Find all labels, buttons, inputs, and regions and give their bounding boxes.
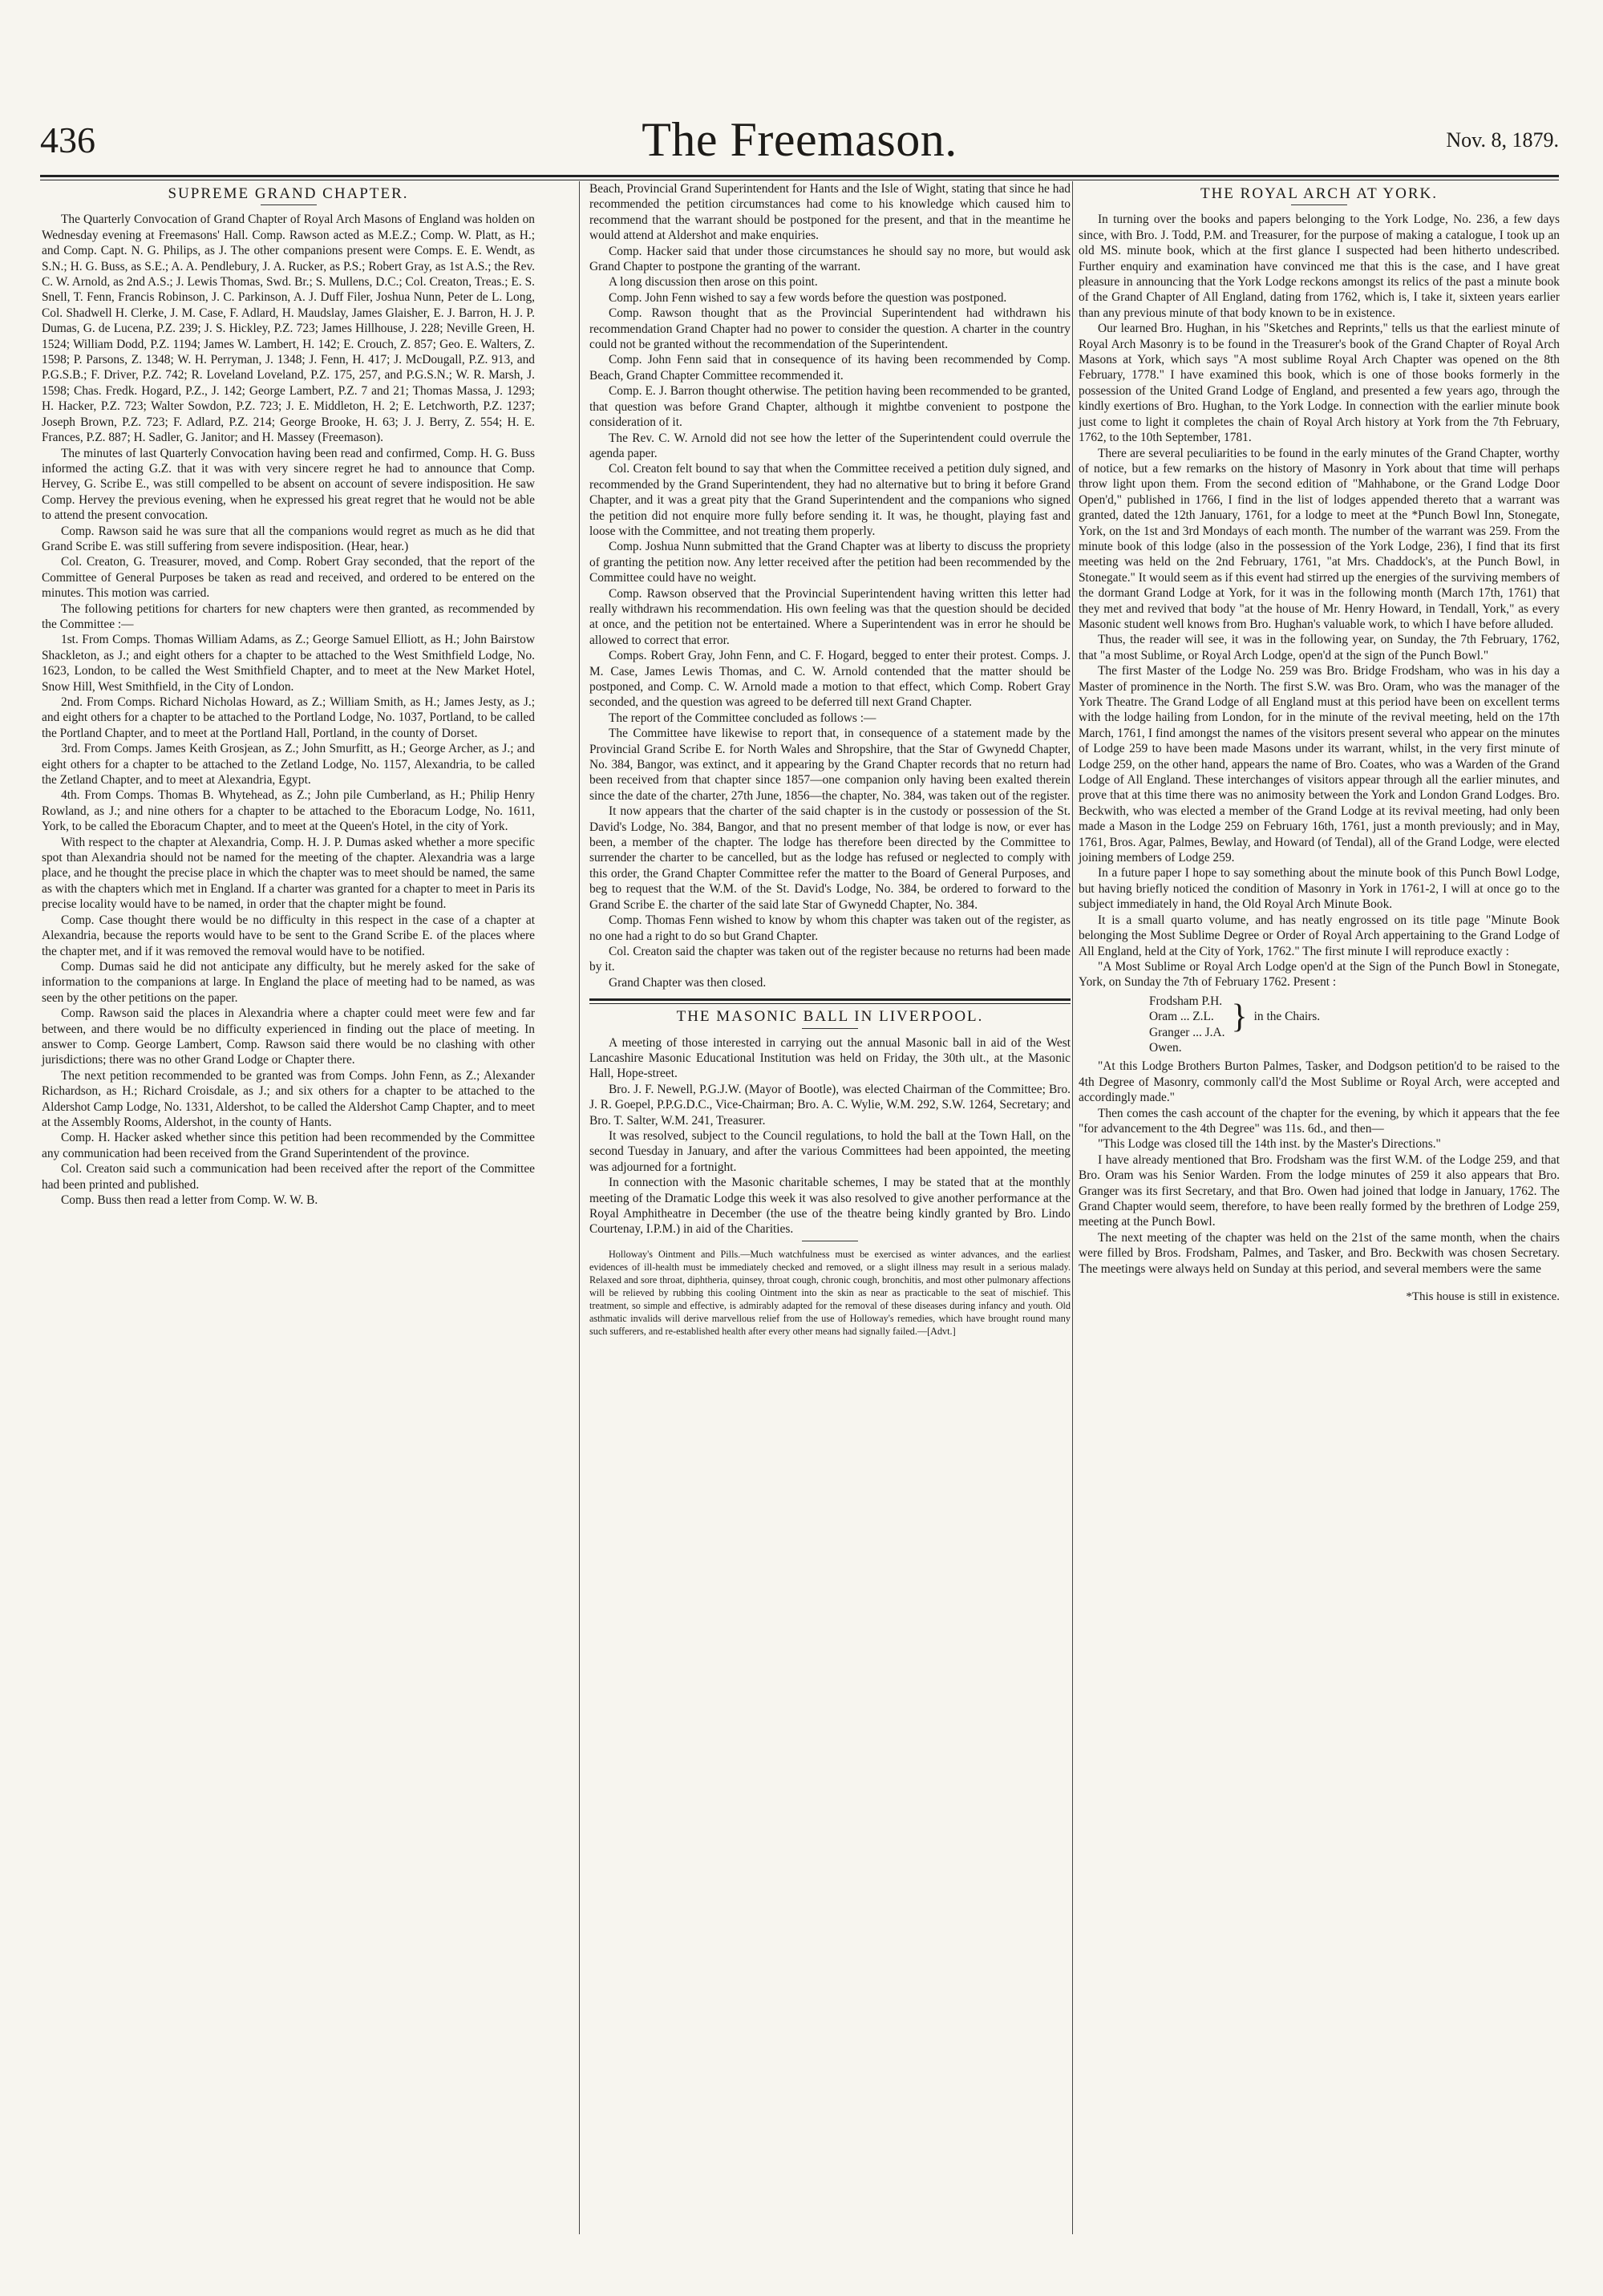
- article-paragraph: Comp. Rawson observed that the Provincial Superintendent having written this letter had really withdrawn his recommendation. His own feeling was that the question should be decided at once, and the petition not be entertained. Where a Superintendent was in error he should be allowed to correct that error.: [589, 586, 1071, 647]
- article-heading-royal-arch-york: THE ROYAL ARCH AT YORK.: [1200, 185, 1438, 202]
- masthead: [40, 112, 1559, 176]
- article-paragraph: With respect to the chapter at Alexandria, Comp. H. J. P. Dumas asked whether a more specific spot than Alexandria should not be named for the meeting of the chapter. Alexandria was a large place, and he thought the precise place in which the chapter was to meet should be named, the same as with the chapters which met in England. If a charter was granted for a chapter to meet in Paris its precise locality would have to be named, in order that the chapter might be found.: [42, 835, 535, 912]
- article-paragraph: The next petition recommended to be granted was from Comps. John Fenn, as Z.; Alexander Richardson, as H.; Richard Croisdale, as J.; and six others for a chapter to be attached to the Aldershot Camp Lodge, No. 1331, Aldershot, to be called the Aldershot Camp Chapter, and to meet at the Assembly Rooms, Aldershot, in the county of Hants.: [42, 1068, 535, 1129]
- article-heading-supreme-grand-chapter: SUPREME GRAND CHAPTER.: [168, 185, 409, 202]
- article-paragraph: Col. Creaton, G. Treasurer, moved, and Comp. Robert Gray seconded, that the report of the Committee of General Purposes be taken as read and received, and ordered to be entered on the minutes. This motion was carried.: [42, 555, 535, 601]
- article-paragraph: Comp. Dumas said he did not anticipate any difficulty, but he merely asked for the sake of information to the companions at large. In England the place of meeting had to be named, as was seen by the other petitions on the paper.: [42, 959, 535, 1005]
- article-paragraph: The minutes of last Quarterly Convocation having been read and confirmed, Comp. H. G. Buss informed the acting G.Z. that it was with very sincere regret he had to announce that Comp. Hervey, G. Scribe E., was still compelled to be absent on account of severe indisposition. He saw Comp. Hervey the previous evening, when he expressed his great regret that he would not be able to attend the present convocation.: [42, 446, 535, 523]
- article-paragraph: Comp. Buss then read a letter from Comp. W. W. B.: [61, 1193, 318, 1207]
- heading-underline: [802, 1028, 858, 1029]
- article-paragraph: I have already mentioned that Bro. Frodsham was the first W.M. of the Lodge 259, and that Bro. Oram was his Senior Warden. From the lodge minutes of 259 it also appears that Bro. Granger was its first Secretary, and that Bro. Owen had joined that lodge in January, 1762. The Grand Chapter would seem, therefore, to have been really formed by the brethren of Lodge 259, meeting at the Punch Bowl.: [1079, 1152, 1560, 1229]
- article-paragraph: A long discussion then arose on this point.: [609, 275, 818, 290]
- issue-date: Nov. 8, 1879.: [1446, 128, 1559, 152]
- officer-owen: Owen.: [1149, 1040, 1182, 1055]
- article-paragraph: Col. Creaton said such a communication had been received after the report of the Committee had been printed and published.: [42, 1162, 535, 1192]
- article-paragraph: Comp. Case thought there would be no difficulty in this respect in the case of a chapter at Alexandria, because the reports would have to be sent to the Grand Scribe E. of the places where the chapter met, and if it was removed the removal would have to be notified.: [42, 913, 535, 958]
- article-paragraph: 1st. From Comps. Thomas William Adams, as Z.; George Samuel Elliott, as H.; John Bairstow Shackleton, as J.; and eight others for a chapter to be attached to the West Smithfield Lodge, No. 1623, London, to be called the West Smithfield Chapter, and to meet at the New Market Hotel, Snow Hill, West Smithfield, in the City of London.: [42, 633, 535, 694]
- article-paragraph: The Quarterly Convocation of Grand Chapter of Royal Arch Masons of England was holden on Wednesday evening at Freemasons' Hall. Comp. Rawson acted as M.E.Z.; Comp. W. Platt, as H.; and Comp. Capt. N. G. Philips, as J. The other companions present were Comps. E. E. Wendt, as S.N.; H. G. Buss, as S.E.; A. A. Pendlebury, J. A. Rucker, as P.S.; Robert Gray, as 1st A.S.; the Rev. C. W. Arnold, as 2nd A.S.; J. Lewis Thomas, Swd. Br.; S. Mullens, D.C.; Col. Creaton, Treas.; E. S. Snell, T. Fenn, Francis Robinson, J. C. Parkinson, A. J. Duff Filer, Joshua Nunn, Peter de L. Long, Col. Shadwell H. Clerke, J. M. Case, F. Adlard, H. Maudslay, James Glaisher, E. J. Barron, H. J. P. Dumas, G. de Lucena, P.Z. 239; J. S. Hickley, P.Z. 723; James Hillhouse, J. 228; Neville Green, H. 1524; William Dodd, P.Z. 1194; James W. Lambert, H. 142; E. Crouch, Z. 857; Geo. E. Walters, Z. 1598; P. Parsons, Z. 1348; W. H. Perryman, J. 1348; J. Fenn, H. 417; J. McDougall, P.Z. 913, and P.G.S.B.; F. Driver, P.Z. 742; R. Loveland Loveland, P.Z. 175, 257, and P.G.S.N.; W. R. Marsh, J. 1598; Chas. Fredk. Hogard, P.Z., J. 142; George Lambert, P.Z. 7 and 21; Thomas Massa, J. 1293; H. Hacker, P.Z. 723; Walter Sowdon, P.Z. 723; J. E. Middleton, H. 2; E. Letchworth, P.Z. 1237; Joseph Brown, P.Z. 723; F. Adlard, P.Z. 214; George Brooke, H. 63; J. J. Berry, Z. 554; H. E. Frances, P.Z. 887; H. Sadler, G. Janitor; and H. Massey (Freemason).: [42, 213, 535, 445]
- column-1: [42, 181, 535, 1208]
- article-paragraph: Comp. E. J. Barron thought otherwise. The petition having been recommended to be granted, that question was before Grand Chapter, although it mightbe convenient to postpone the consideration of it.: [589, 384, 1071, 430]
- article-paragraph: It was resolved, subject to the Council regulations, to hold the ball at the Town Hall, on the second Tuesday in January, and after the various Committees had been appointed, the meeting was adjourned for a fortnight.: [589, 1128, 1071, 1174]
- article-paragraph: Col. Creaton felt bound to say that when the Committee received a petition duly signed, and recommended by the Grand Superintendent, they had no alternative but to bring it before Grand Chapter, and it was a great pity that the Grand Superintendent and the companions who signed the petition did not enquire more fully before sending it. It was, he thought, playing fast and loose with the Committee, and not treating them properly.: [589, 462, 1071, 538]
- article-paragraph: "This Lodge was closed till the 14th inst. by the Master's Directions.": [1098, 1137, 1441, 1152]
- officer-granger: Granger ... J.A.: [1149, 1025, 1225, 1039]
- chairs-list: [1149, 994, 1560, 1056]
- column-2: [589, 181, 1071, 1338]
- article-paragraph: It now appears that the charter of the said chapter is in the custody or possession of the St. David's Lodge, No. 384, Bangor, and that no present member of that lodge is now, or ever has been, a member of the chapter. The lodge has therefore been directed by the Committee to surrender the charter to be cancelled, but as the lodge has refused or neglected to comply with this order, the Grand Chapter Committee refer the matter to the Board of General Purposes, and beg to request that the W.M. of the St. David's Lodge, No. 384, be ordered to forward to the Grand Scribe E. the charter of the said late Star of Gwynedd Chapter, No. 384.: [589, 804, 1071, 912]
- footnote: *This house is still in existence.: [1406, 1290, 1560, 1304]
- heading-underline: [261, 204, 317, 205]
- advertisement: Holloway's Ointment and Pills.—Much watchfulness must be exercised as winter advances, and the earliest evidences of ill-health must be immediately checked and removed, or a slight illness may result in a serious malady. Relaxed and sore throat, diphtheria, quinsey, throat cough, chronic cough, bronchitis, and most other pulmonary affections will be relieved by rubbing this cooling Ointment into the skin as near as practicable to the seat of mischief. This treatment, so simple and effective, is admirably adapted for the removal of these diseases during infancy and youth. Old asthmatic invalids will derive marvellous relief from the use of Holloway's remedies, which have brought round many such sufferers, and re-established health after every other means had signally failed.—[Advt.]: [589, 1248, 1071, 1337]
- article-paragraph: The Rev. C. W. Arnold did not see how the letter of the Superintendent could overrule the agenda paper.: [589, 431, 1071, 460]
- article-paragraph: Comp. Joshua Nunn submitted that the Grand Chapter was at liberty to discuss the propriety of granting the petition now. Any letter received after the petition had been recommended by the Committee could have no weight.: [589, 540, 1071, 585]
- article-paragraph: Comp. Rawson thought that as the Provincial Superintendent had withdrawn his recommendation Grand Chapter had no power to consider the question. A charter in the country could not be granted without the recommendation of the Superintendent.: [589, 306, 1071, 352]
- article-paragraph: There are several peculiarities to be found in the early minutes of the Grand Chapter, worthy of notice, but a few remarks on the history of Masonry in York about that time will perhaps throw light upon them. From the second edition of "Mahhabone, or the Grand Lodge Door Open'd," published in 1766, I find in the list of lodges appended thereto that a warrant was granted, dated the 12th January, 1761, for a lodge to meet at the *Punch Bowl Inn, Stonegate, York, on the 1st and 3rd Mondays of each month. The number of the warrant was 259. From the minute book of this lodge (also in the possession of the York Lodge, 236), I find that its first meeting was held on the 2nd February, 1761, "at Mrs. Chaddock's, at the Punch Bowl, in Stonegate." It would seem as if this event had stirred up the energies of the surviving members of the dormant Grand Lodge at York, for it was in the following month (March 17th, 1761) that they met and revived that body "at the house of Mr. Henry Howard, in Tendall, York," as every Masonic student well knows from Bro. Hughan's valuable work, to which I have before alluded.: [1079, 446, 1560, 631]
- article-paragraph: In a future paper I hope to say something about the minute book of this Punch Bowl Lodge, but having briefly noticed the condition of Masonry in York in 1761-2, I will at once go to the subject immediately in hand, the Old Royal Arch Minute Book.: [1079, 866, 1560, 912]
- article-paragraph: It is a small quarto volume, and has neatly engrossed on its title page "Minute Book belonging the Most Sublime Degree or Order of Royal Arch appertaining to the Grand Lodge of All England, held at the City of York, 1762." The first minute I will reproduce exactly :: [1079, 913, 1560, 958]
- article-paragraph: The following petitions for charters for new chapters were then granted, as recommended by the Committee :—: [42, 601, 535, 631]
- article-paragraph: 3rd. From Comps. James Keith Grosjean, as Z.; John Smurfitt, as H.; George Archer, as J.; and eight others for a chapter to be attached to the Zetland Lodge, No. 1157, Alexandria, to be called the Zetland Chapter, and to meet at Alexandria, Egypt.: [42, 742, 535, 788]
- article-paragraph: 4th. From Comps. Thomas B. Whytehead, as Z.; John pile Cumberland, as H.; Philip Henry Rowland, as J.; and nine others for a chapter to be attached to the Eboracum Lodge, No. 1611, York, to be called the Eboracum Chapter, and to meet at the Queen's Hotel, in the city of York.: [42, 788, 535, 834]
- article-paragraph: A meeting of those interested in carrying out the annual Masonic ball in aid of the West Lancashire Masonic Educational Institution was held on Friday, the 30th ult., at the Masonic Hall, Hope-street.: [589, 1035, 1071, 1081]
- newspaper-title: The Freemason.: [642, 113, 957, 166]
- article-paragraph: Our learned Bro. Hughan, in his "Sketches and Reprints," tells us that the earliest minute of Royal Arch Masonry is to be found in the Treasurer's book of the Grand Chapter of Royal Arch Masons at York, which says "A most sublime Royal Arch Chapter was opened on the 8th February, 1778." I have examined this book, which is one of those books formerly in the possession of the United Grand Lodge of England, and presented a few years ago, through the kindly exertions of Bro. Hughan, to the York Lodge. In connection with the earlier minute book just come to light it completes the chain of Royal Arch history at York from the 7th February, 1762, to the 10th September, 1781.: [1079, 322, 1560, 445]
- article-paragraph: Comp. John Fenn said that in consequence of its having been recommended by Comp. Beach, Grand Chapter Committee recommended it.: [589, 353, 1071, 383]
- article-paragraph: Comp. Thomas Fenn wished to know by whom this chapter was taken out of the register, as no one had a right to do so but Grand Chapter.: [589, 913, 1071, 943]
- brace-symbol: }: [1231, 998, 1248, 1035]
- article-paragraph: 2nd. From Comps. Richard Nicholas Howard, as Z.; William Smith, as H.; James Jesty, as J.; and eight others for a chapter to be attached to the Portland Lodge, No. 1037, Portland, to be called the Portland Chapter, and to meet at the Portland Hall, Portland, in the county of Dorset.: [42, 695, 535, 740]
- article-paragraph: "At this Lodge Brothers Burton Palmes, Tasker, and Dodgson petition'd to be raised to the 4th Degree of Masonry, commonly call'd the Most Sublime or Royal Arch, were accepted and accordingly made.": [1079, 1059, 1560, 1105]
- article-paragraph: Comp. Hacker said that under those circumstances he should say no more, but would ask Grand Chapter to postpone the granting of the warrant.: [589, 244, 1071, 274]
- column-divider-2: [1072, 181, 1073, 2234]
- article-paragraph: The report of the Committee concluded as follows :—: [609, 711, 876, 725]
- article-paragraph: The next meeting of the chapter was held on the 21st of the same month, when the chairs were filled by Bros. Frodsham, Palmes, and Tasker, and Bro. Beckwith was chosen Secretary. The meetings were always held on Sunday at this period, and several members were the same: [1079, 1230, 1560, 1276]
- article-paragraph: Then comes the cash account of the chapter for the evening, by which it appears that the fee "for advancement to the 4th Degree" was 11s. 6d., and then—: [1079, 1106, 1560, 1136]
- article-paragraph: Comp. H. Hacker asked whether since this petition had been recommended by the Committee any communication had been received from the Grand Superintendent of the province.: [42, 1131, 535, 1160]
- heading-underline: [1291, 204, 1347, 205]
- article-paragraph: Comp. Rawson said he was sure that all the companions would regret as much as he did that Grand Scribe E. was still suffering from severe indisposition. (Hear, hear.): [42, 524, 535, 553]
- article-paragraph: In turning over the books and papers belonging to the York Lodge, No. 236, a few days since, with Bro. J. Todd, P.M. and Treasurer, for the purpose of making a catalogue, I took up an old MS. minute book, which at the first glance I suspected had been hitherto undescribed. Further enquiry and examination have convinced me that this is the case, and I have great pleasure in announcing that the York Lodge reckons amongst its relics of the past a minute book of the Grand Chapter of All England, dating from 1762, which is, I take it, sixteen years earlier than any previous minute of that body known to be in existence.: [1079, 213, 1560, 320]
- article-paragraph: Comp. John Fenn wished to say a few words before the question was postponed.: [609, 290, 1007, 305]
- officer-oram: Oram ... Z.L.: [1149, 1010, 1214, 1024]
- article-heading-masonic-ball: THE MASONIC BALL IN LIVERPOOL.: [676, 1008, 984, 1026]
- article-paragraph: Col. Creaton said the chapter was taken out of the register because no returns had been made by it.: [589, 944, 1071, 974]
- article-separator: [589, 998, 1071, 1004]
- chairs-label: in the Chairs.: [1253, 1010, 1321, 1024]
- page-number: 436: [40, 119, 95, 160]
- article-paragraph: Thus, the reader will see, it was in the following year, on Sunday, the 7th February, 1762, that "a most Sublime, or Royal Arch Lodge, open'd at the sign of the Punch Bowl.": [1079, 633, 1560, 662]
- article-paragraph: The first Master of the Lodge No. 259 was Bro. Bridge Frodsham, who was in his day a Master of prominence in the North. The first S.W. was Bro. Oram, who was the manager of the York Theatre. The Grand Lodge of all England must at this period have been on excellent terms with the lodge hailing from London, for in the minute of the revival meeting, held on the 17th March, 1761, I find amongst the names of the visitors present several who appear on the minutes of Lodge 259 to have been made Masons under its warrant, whilst, in the very first minute of Lodge 259, on the other hand, appears the name of Bro. Coates, who was a Warden of the Grand Lodge of All England. These interchanges of visitors appear through all the earlier minutes, and prove that at this time there was no animosity between the York and London Grand Lodges. Bro. Beckwith, who was elected a member of the Grand Lodge at its revival meeting, had only been made a Mason in the Lodge 259 on February 16th, 1761, just a month previously; and in May, 1761, Bros. Agar, Palmes, Bewlay, and Howard (of Tendal), all of the Grand Lodge, were elected joining members of Lodge 259.: [1079, 664, 1560, 865]
- article-paragraph: Bro. J. F. Newell, P.G.J.W. (Mayor of Bootle), was elected Chairman of the Committee; Bro. J. R. Goepel, P.P.G.D.C., Vice-Chairman; Bro. A. C. Wylie, W.M. 292, S.W. 1264, Secretary; and Bro. T. Salter, W.M. 241, Treasurer.: [589, 1082, 1071, 1128]
- masthead-rule-thick: [40, 175, 1559, 177]
- article-paragraph: Beach, Provincial Grand Superintendent for Hants and the Isle of Wight, stating that since he had recommended the petition circumstances had come to his knowledge which caused him to recommend that the warrant should be postponed for the present, and that in the meantime he would attend at Aldershot and make enquiries.: [589, 182, 1071, 243]
- article-paragraph: Comps. Robert Gray, John Fenn, and C. F. Hogard, begged to enter their protest. Comps. J. M. Case, James Lewis Thomas, and C. W. Arnold contended that the matter should be postponed, and Comp. C. W. Arnold made a motion to that effect, which Comp. Robert Gray seconded, and the question was agreed to be deferred till next Grand Chapter.: [589, 649, 1071, 710]
- column-3: [1079, 181, 1560, 1305]
- column-divider-1: [579, 181, 580, 2234]
- article-paragraph: The Committee have likewise to report that, in consequence of a statement made by the Provincial Grand Scribe E. for North Wales and Shropshire, that the Star of Gwynedd Chapter, No. 384, Bangor, was extinct, and it appearing by the Grand Chapter records that no return had been received from that chapter since 1857—one companion only having been exalted therein since the date of the charter, 27th June, 1856—the chapter, No. 384, was taken out of the register.: [589, 727, 1071, 803]
- article-paragraph: "A Most Sublime or Royal Arch Lodge open'd at the Sign of the Punch Bowl in Stonegate, York, on Sunday the 7th of February 1762. Present :: [1079, 959, 1560, 990]
- article-paragraph: In connection with the Masonic charitable schemes, I may be stated that at the monthly meeting of the Dramatic Lodge this week it was also resolved to give another performance at the Royal Amphitheatre in December (the use of the theatre being kindly granted by Bro. Lindo Courtenay, I.P.M.) in aid of the Charities.: [589, 1176, 1071, 1237]
- officer-frodsham: Frodsham P.H.: [1149, 994, 1223, 1008]
- article-paragraph: Comp. Rawson said the places in Alexandria where a chapter could meet were few and far between, and there would be no difficulty experienced in finding out the place of meeting. In answer to Comp. George Lambert, Comp. Rawson said there would be no clashing with other jurisdictions; there was no other Grand Lodge or Chapter there.: [42, 1006, 535, 1067]
- article-paragraph: Grand Chapter was then closed.: [609, 975, 767, 990]
